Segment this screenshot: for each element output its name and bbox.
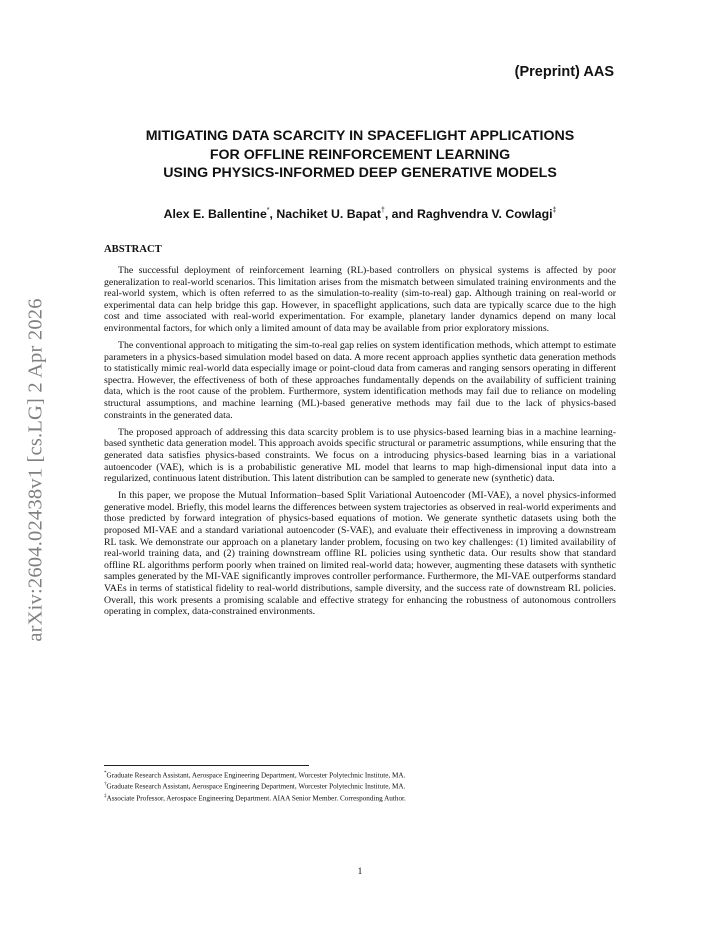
footnote-mark: * (104, 771, 107, 776)
title-line-1: MITIGATING DATA SCARCITY IN SPACEFLIGHT APPLICATIONS (145, 128, 575, 144)
author-separator: , and (384, 207, 417, 221)
author-name: Alex E. Ballentine (163, 207, 267, 221)
footnote-mark: † (104, 782, 107, 788)
page-number: 1 (357, 866, 363, 877)
author-footnote-mark: ‡ (552, 206, 557, 214)
paper-title (104, 127, 616, 183)
author-name: Nachiket U. Bapat (276, 207, 381, 221)
preprint-header-tag: (Preprint) AAS (514, 64, 614, 80)
abstract-body (104, 265, 616, 623)
footnote-text: Associate Professor, Aerospace Engineering Department. AIAA Senior Member. Corresponding Author. (106, 794, 406, 803)
author-footnote-mark: * (266, 206, 270, 214)
author-name: Raghvendra V. Cowlagi (416, 207, 553, 221)
abstract-paragraph: In this paper, we propose the Mutual Information–based Split Variational Autoencoder (MI-VAE), a novel physics-informed generative model. Briefly, this model learns the differences between system trajectories as observed in real-world experiments and those predicted by forward integration of physics-based equations of motion. We generate synthetic datasets using both the proposed MI-VAE and a standard variational autoencoder (S-VAE), and evaluate their effectiveness in improving a downstream RL task. We demonstrate our approach on a planetary lander problem, focusing on two key challenges: (1) limited availability of real-world training data, and (2) training downstream offline RL policies using synthetic data. Our results show that standard offline RL algorithms perform poorly when trained on limited real-world data; however, augmenting these datasets with synthetic samples generated by the MI-VAE significantly improves controller performance. Furthermore, the MI-VAE outperforms standard VAEs in terms of statistical fidelity to real-world distributions, sample diversity, and the success rate of downstream RL policies. Overall, this work presents a promising scalable and effective strategy for enhancing the robustness of autonomous controllers operating in complex, data-constrained environments. (104, 490, 616, 618)
abstract-paragraph: The successful deployment of reinforcement learning (RL)-based controllers on physical systems is affected by poor generalization to real-world scenarios. This limitation arises from the mismatch between simulated training environments and the real-world system, which is often referred to as the simulation-to-reality (sim-to-real) gap. Although training on real-world or experimental data can help bridge this gap. However, in spaceflight applications, such data are typically scarce due to the high cost and time associated with real-world experimentation. For example, planetary lander dynamics depend on many local environmental factors, for which only a limited amount of data may be available from prior exploratory missions. (104, 265, 616, 334)
abstract-paragraph: The conventional approach to mitigating the sim-to-real gap relies on system identification methods, which attempt to estimate parameters in a physics-based simulation model based on data. A more recent approach applies synthetic data generation methods to statistically mimic real-world data especially image or point-cloud data from cameras and ranging sensors operating in different spectra. However, the effectiveness of both of these approaches fundamentally depends on the availability of sufficient training data, which is the root cause of the problem. Furthermore, system identification methods may fail due to reliance on modeling structural assumptions, and machine learning (ML)-based generative methods may fail due to the lack of physics-based constraints in the generated data. (104, 340, 616, 421)
author-list (104, 207, 616, 221)
footnote (104, 792, 624, 803)
abstract-paragraph: The proposed approach of addressing this data scarcity problem is to use physics-based learning bias in a machine learning-based synthetic data generation model. This approach avoids specific structural or parametric assumptions, while ensuring that the generated data satisfies physics-based constraints. We focus on a introducing physics-based learning bias in a variational autoencoder (VAE), which is is a probabilistic generative ML model that learns to map high-dimensional input data into a regularized, continuous latent distribution. This latent distribution can be sampled to generate new (synthetic) data. (104, 426, 616, 485)
abstract-heading: ABSTRACT (104, 244, 162, 255)
footnote-divider (104, 765, 309, 766)
footnote-mark: ‡ (104, 793, 107, 799)
footnote-text: Graduate Research Assistant, Aerospace Engineering Department, Worcester Polytechnic Institute, MA. (106, 782, 406, 791)
footnotes (104, 769, 624, 803)
title-line-2: FOR OFFLINE REINFORCEMENT LEARNING (209, 146, 511, 163)
footnote-text: Graduate Research Assistant, Aerospace Engineering Department, Worcester Polytechnic Institute, MA. (106, 771, 406, 780)
footnote (104, 769, 624, 780)
author-footnote-mark: † (380, 206, 385, 214)
author-separator: , (269, 207, 277, 221)
arxiv-identifier-stamp: arXiv:2604.02438v1 [cs.LG] 2 Apr 2026 (24, 298, 47, 642)
footnote (104, 780, 624, 791)
title-line-3: USING PHYSICS-INFORMED DEEP GENERATIVE MODELS (163, 165, 557, 181)
